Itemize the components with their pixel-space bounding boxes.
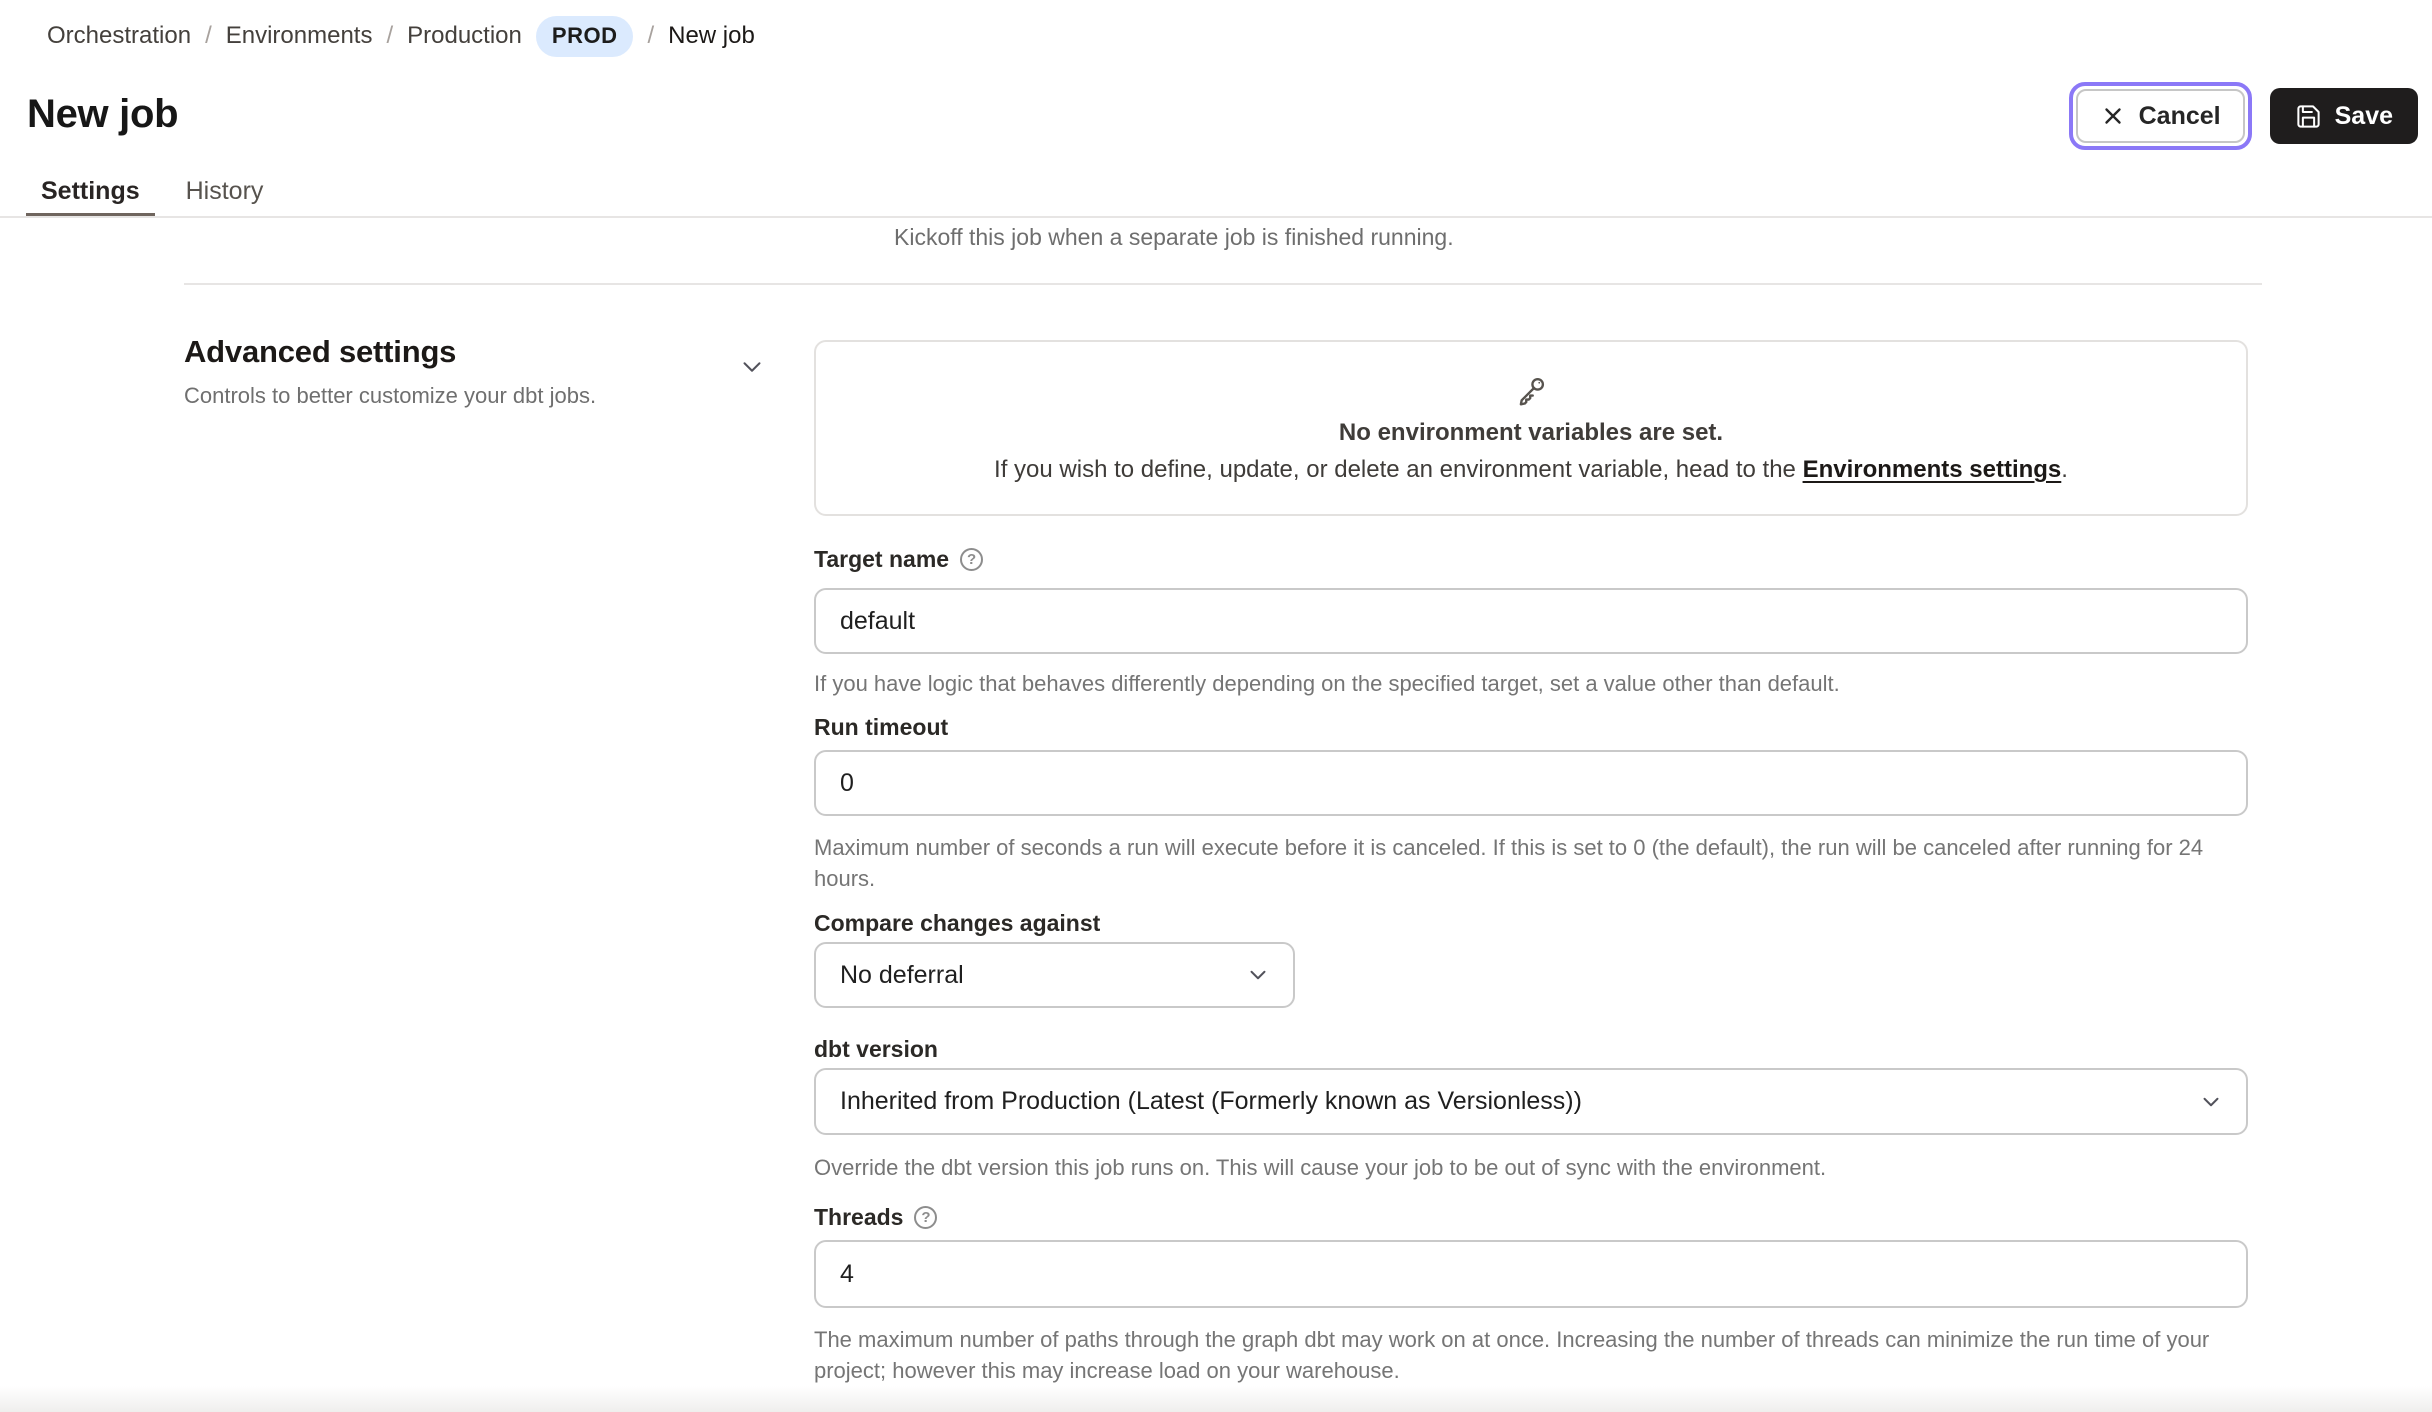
advanced-settings-subtitle: Controls to better customize your dbt jobs. [184, 383, 597, 408]
dbt-version-helper-text: Override the dbt version this job runs on. This will cause your job to be out of sync with the environment. [814, 1155, 1827, 1180]
kickoff-helper-text: Kickoff this job when a separate job is finished running. [894, 224, 1454, 250]
threads-label-text: Threads [814, 1204, 904, 1230]
chevron-down-icon [2198, 1089, 2224, 1115]
breadcrumb [47, 16, 755, 56]
key-icon [1512, 372, 1550, 410]
run-timeout-label [814, 714, 948, 741]
env-panel-body [994, 456, 2068, 484]
run-timeout-label-text: Run timeout [814, 714, 949, 740]
cancel-button-label: Cancel [2138, 101, 2221, 130]
target-name-helper-text: If you have logic that behaves differently depending on the specified target, set a value other than default. [814, 671, 1840, 696]
tab-settings[interactable]: Settings [26, 170, 155, 218]
advanced-settings-collapse-chevron-down-icon[interactable] [737, 352, 767, 382]
dbt-version-select[interactable] [814, 1068, 2248, 1135]
target-name-help-icon[interactable]: ? [960, 548, 983, 571]
compare-changes-selected-value: No deferral [840, 960, 964, 989]
threads-input[interactable] [814, 1240, 2248, 1308]
environment-variables-empty-panel [814, 340, 2248, 516]
dbt-version-label-text: dbt version [814, 1036, 938, 1062]
environments-settings-link[interactable]: Environments settings [1802, 456, 2062, 483]
run-timeout-input[interactable] [814, 750, 2248, 816]
breadcrumb-separator: / [386, 22, 394, 49]
chevron-down-icon [1245, 962, 1271, 988]
threads-help-icon[interactable]: ? [914, 1206, 937, 1229]
save-button[interactable] [2270, 88, 2418, 144]
env-panel-body-prefix: If you wish to define, update, or delete an environment variable, head to the [994, 456, 1803, 483]
advanced-settings-title: Advanced settings [184, 334, 457, 369]
header-actions [2069, 82, 2418, 150]
save-button-label: Save [2334, 101, 2393, 130]
tab-history[interactable]: History [185, 177, 264, 205]
breadcrumb-production[interactable]: Production [407, 22, 522, 49]
breadcrumb-orchestration[interactable]: Orchestration [47, 22, 192, 49]
breadcrumb-environments[interactable]: Environments [225, 22, 373, 49]
target-name-input[interactable] [814, 588, 2248, 654]
target-name-label-text: Target name [814, 546, 950, 572]
env-panel-title: No environment variables are set. [1338, 419, 1724, 446]
page-title: New job [27, 92, 179, 136]
compare-changes-label-text: Compare changes against [814, 910, 1101, 936]
advanced-settings-header [184, 334, 724, 409]
section-divider [184, 283, 2262, 285]
compare-changes-select[interactable] [814, 942, 1295, 1008]
breadcrumb-separator: / [647, 22, 655, 49]
cancel-button[interactable] [2076, 89, 2245, 143]
dbt-version-label [814, 1036, 938, 1063]
close-icon [2100, 103, 2126, 129]
tab-bar [26, 170, 278, 218]
env-panel-body-suffix: . [2061, 456, 2068, 483]
tab-bar-divider [0, 216, 2432, 218]
prod-environment-badge: PROD [536, 16, 634, 57]
breadcrumb-separator: / [205, 22, 212, 49]
run-timeout-helper-text: Maximum number of seconds a run will execute before it is canceled. If this is set to 0 (the default), the run will be canceled after running for 24 hours. [814, 835, 2204, 891]
breadcrumb-new-job: New job [668, 22, 755, 49]
save-icon [2295, 103, 2322, 130]
threads-helper-text: The maximum number of paths through the graph dbt may work on at once. Increasing the number of threads can minimize the run time of your project; however this may increase load on your warehouse. [814, 1327, 2210, 1383]
cancel-button-focus-ring [2069, 82, 2252, 150]
threads-label [814, 1204, 937, 1231]
target-name-label [814, 546, 983, 573]
page-bottom-edge [0, 1386, 2432, 1412]
dbt-version-selected-value: Inherited from Production (Latest (Formerly known as Versionless)) [840, 1087, 1582, 1115]
compare-changes-label [814, 910, 1100, 937]
